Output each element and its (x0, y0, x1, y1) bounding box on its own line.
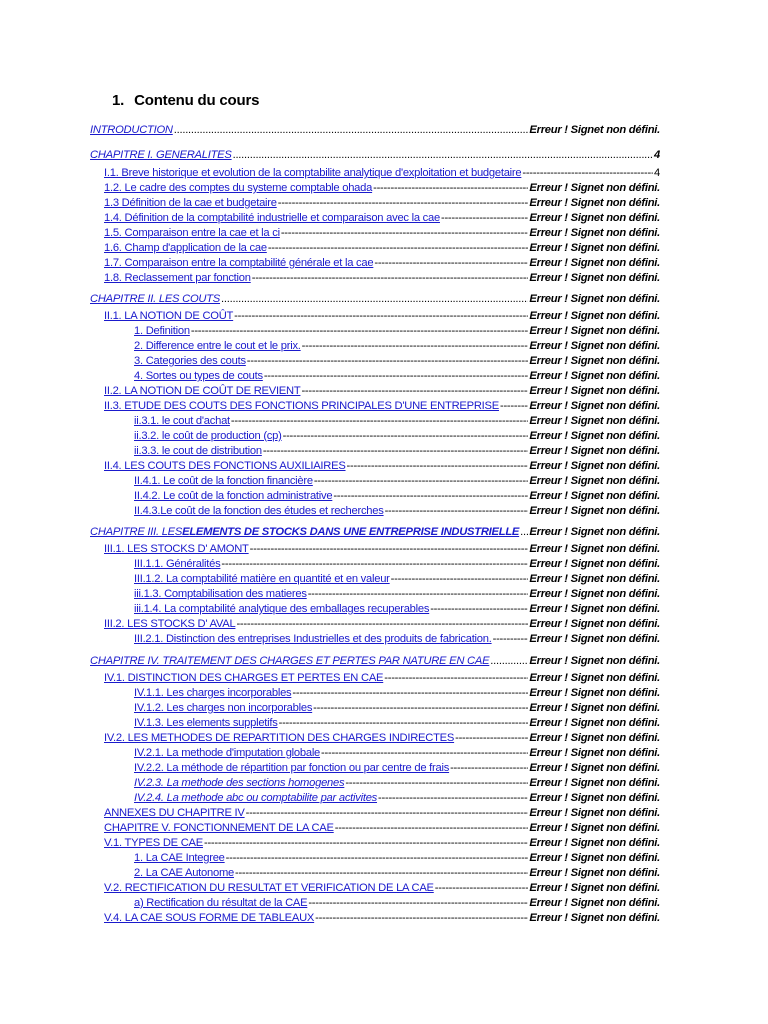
toc-page-ref: Erreur ! Signet non défini. (529, 385, 660, 397)
toc-entry[interactable] (134, 866, 660, 881)
toc-leader (455, 731, 528, 746)
toc-entry-label[interactable]: 2. La CAE Autonome (134, 867, 234, 879)
toc-entry-label[interactable]: 1. La CAE Integree (134, 852, 225, 864)
toc-page-ref: Erreur ! Signet non défini. (529, 445, 660, 457)
toc-leader (315, 911, 528, 926)
toc-leader (314, 474, 529, 489)
toc-leader (302, 339, 529, 354)
toc-page-ref: Erreur ! Signet non défini. (529, 212, 660, 224)
toc-leader (236, 617, 528, 632)
toc-entry-label[interactable]: IV.2.3. La methode des sections homogenes (134, 777, 345, 789)
toc-page-ref: Erreur ! Signet non défini. (529, 618, 660, 630)
toc-leader (378, 791, 528, 806)
toc-page-ref: Erreur ! Signet non défini. (529, 242, 660, 254)
toc-entry-label[interactable]: ANNEXES DU CHAPITRE IV (104, 807, 245, 819)
toc-page-ref: Erreur ! Signet non défini. (529, 430, 660, 442)
toc-page-ref: Erreur ! Signet non défini. (529, 837, 660, 849)
toc-entry[interactable] (134, 339, 660, 354)
toc-page-ref: Erreur ! Signet non défini. (529, 558, 660, 570)
toc-entry-label[interactable]: V.1. TYPES DE CAE (104, 837, 203, 849)
toc-page-ref: Erreur ! Signet non défini. (529, 747, 660, 759)
toc-page-ref: Erreur ! Signet non défini. (529, 588, 660, 600)
section-title: Contenu du cours (134, 92, 260, 109)
toc-page-ref: Erreur ! Signet non défini. (529, 293, 660, 305)
toc-entry-label[interactable]: CHAPITRE V. FONCTIONNEMENT DE LA CAE (104, 822, 334, 834)
toc-entry[interactable] (104, 271, 660, 286)
toc-page-ref: Erreur ! Signet non défini. (529, 852, 660, 864)
toc-leader (374, 256, 528, 271)
toc-entry[interactable] (104, 836, 660, 851)
toc-leader (191, 324, 529, 339)
toc-page-ref: 4 (654, 149, 660, 161)
toc-page-ref: Erreur ! Signet non défini. (529, 687, 660, 699)
toc-leader (221, 292, 528, 307)
toc-page-ref: Erreur ! Signet non défini. (529, 227, 660, 239)
toc-page-ref: Erreur ! Signet non défini. (529, 355, 660, 367)
toc-entry[interactable] (104, 806, 660, 821)
toc-entry-label[interactable]: II.4.2. Le coût de la fonction administrative (134, 490, 333, 502)
toc-entry[interactable] (134, 851, 660, 866)
toc-page-ref: Erreur ! Signet non défini. (529, 197, 660, 209)
toc-entry[interactable] (104, 384, 660, 399)
toc-page-ref: Erreur ! Signet non défini. (529, 310, 660, 322)
toc-page-ref: Erreur ! Signet non défini. (529, 912, 660, 924)
toc-leader (493, 632, 529, 647)
toc-leader (441, 211, 528, 226)
toc-entry[interactable] (134, 701, 660, 716)
toc-entry-label[interactable]: IV.1.2. Les charges non incorporables (134, 702, 313, 714)
section-heading (112, 92, 259, 109)
toc-page-ref: Erreur ! Signet non défini. (529, 182, 660, 194)
toc-page-ref: Erreur ! Signet non défini. (529, 505, 660, 517)
toc-page-ref: Erreur ! Signet non défini. (529, 633, 660, 645)
toc-entry[interactable] (134, 716, 660, 731)
toc-entry[interactable] (134, 444, 660, 459)
toc-leader (281, 226, 529, 241)
toc-page-ref: Erreur ! Signet non défini. (529, 867, 660, 879)
toc-page-ref: Erreur ! Signet non défini. (529, 490, 660, 502)
toc-entry-label[interactable]: III.1.2. La comptabilité matière en quantité et en valeur (134, 573, 390, 585)
toc-entry-label[interactable]: IV.2.2. La méthode de répartition par fonction ou par centre de frais (134, 762, 450, 774)
toc-page-ref: Erreur ! Signet non défini. (529, 655, 660, 667)
toc-leader (345, 776, 528, 791)
toc-entry-label[interactable]: 1.8. Reclassement par fonction (104, 272, 251, 284)
toc-entry[interactable] (134, 414, 660, 429)
toc-page-ref: Erreur ! Signet non défini. (529, 882, 660, 894)
toc-page-ref: Erreur ! Signet non défini. (529, 340, 660, 352)
toc-page-ref: Erreur ! Signet non défini. (529, 272, 660, 284)
toc-entry-label[interactable]: INTRODUCTION (90, 124, 173, 136)
toc-page-ref: Erreur ! Signet non défini. (529, 370, 660, 382)
toc-page-ref: Erreur ! Signet non défini. (529, 732, 660, 744)
toc-leader (384, 671, 528, 686)
toc-entry-label[interactable]: I.1. Breve historique et evolution de la comptabilite analytique d'exploitation et budgetaire (104, 167, 522, 179)
toc-page-ref: 4 (654, 167, 660, 179)
toc-entry-label[interactable]: 2. Difference entre le cout et le prix. (134, 340, 301, 352)
toc-entry-label[interactable]: ii.3.2. le coût de production (cp) (134, 430, 282, 442)
toc-entry[interactable] (104, 166, 660, 181)
toc-entry-label[interactable]: III.1. LES STOCKS D' AMONT (104, 543, 249, 555)
toc-leader (335, 821, 529, 836)
toc-page-ref: Erreur ! Signet non défini. (529, 777, 660, 789)
toc-leader (522, 166, 653, 181)
toc-entry[interactable] (104, 181, 660, 196)
toc-entry[interactable] (104, 821, 660, 836)
toc-entry-label[interactable]: 1.4. Définition de la comptabilité industrielle et comparaison avec la cae (104, 212, 440, 224)
toc-page-ref: Erreur ! Signet non défini. (529, 415, 660, 427)
toc-leader (174, 123, 529, 138)
toc-entry[interactable] (104, 459, 660, 474)
toc-entry[interactable] (104, 671, 660, 686)
toc-page-ref: Erreur ! Signet non défini. (529, 475, 660, 487)
toc-entry-label[interactable]: 1.7. Comparaison entre la comptabilité générale et la cae (104, 257, 374, 269)
toc-entry-label[interactable]: 1.6. Champ d'application de la cae (104, 242, 267, 254)
toc-entry[interactable] (104, 542, 660, 557)
toc-entry-label[interactable]: IV.1.3. Les elements suppletifs (134, 717, 278, 729)
toc-entry[interactable] (104, 399, 660, 414)
toc-leader (246, 806, 529, 821)
toc-entry-label[interactable]: II.1. LA NOTION DE COÛT (104, 310, 234, 322)
toc-entry-label[interactable]: III.2. LES STOCKS D' AVAL (104, 618, 236, 630)
toc-leader (279, 716, 529, 731)
toc-page-ref: Erreur ! Signet non défini. (529, 807, 660, 819)
toc-entry[interactable] (104, 226, 660, 241)
toc-page-ref: Erreur ! Signet non défini. (529, 897, 660, 909)
toc-page-ref: Erreur ! Signet non défini. (529, 672, 660, 684)
toc-leader (234, 309, 528, 324)
toc-entry-label[interactable]: 1. Definition (134, 325, 190, 337)
toc-entry[interactable] (104, 911, 660, 926)
toc-leader (435, 881, 529, 896)
toc-leader (268, 241, 529, 256)
toc-leader (233, 148, 653, 163)
toc-leader (520, 525, 528, 540)
toc-entry-label[interactable]: IV.2. LES METHODES DE REPARTITION DES CHARGES INDIRECTES (104, 732, 455, 744)
toc-page-ref: Erreur ! Signet non défini. (529, 702, 660, 714)
toc-leader (264, 369, 529, 384)
toc-leader (226, 851, 529, 866)
toc-entry-label[interactable]: IV.2.4. La methode abc ou comptabilite par activites (134, 792, 378, 804)
toc-entry-label[interactable]: ii.3.3. le cout de distribution (134, 445, 262, 457)
toc-leader (373, 181, 528, 196)
toc-leader (250, 542, 529, 557)
toc-entry-label[interactable]: iii.1.3. Comptabilisation des matieres (134, 588, 307, 600)
toc-leader (450, 761, 528, 776)
toc-entry[interactable] (104, 881, 660, 896)
toc-entry[interactable] (134, 896, 660, 911)
toc-entry[interactable] (104, 196, 660, 211)
toc-entry[interactable] (104, 241, 660, 256)
toc-entry-label[interactable]: V.2. RECTIFICATION DU RESULTAT ET VERIFICATION DE LA CAE (104, 882, 434, 894)
toc-entry[interactable] (134, 587, 660, 602)
section-number: 1. (112, 92, 125, 109)
toc-entry[interactable] (134, 632, 660, 647)
toc-entry-label[interactable]: CHAPITRE II. LES COUTS (90, 293, 221, 305)
toc-page-ref: Erreur ! Signet non défini. (529, 792, 660, 804)
toc-entry-label[interactable]: II.4.1. Le coût de la fonction financière (134, 475, 313, 487)
toc-leader (308, 587, 529, 602)
toc-page-ref: Erreur ! Signet non défini. (529, 603, 660, 615)
toc-entry[interactable] (134, 761, 660, 776)
toc-entry[interactable] (134, 602, 660, 617)
toc-leader (221, 557, 528, 572)
toc-leader (500, 399, 528, 414)
toc-entry-label[interactable]: a) Rectification du résultat de la CAE (134, 897, 308, 909)
toc-entry-label[interactable]: V.4. LA CAE SOUS FORME DE TABLEAUX (104, 912, 315, 924)
toc-entry-label[interactable]: 1.2. Le cadre des comptes du systeme comptable ohada (104, 182, 373, 194)
toc-leader (204, 836, 528, 851)
toc-entry[interactable] (134, 474, 660, 489)
toc-leader (283, 429, 529, 444)
toc-page-ref: Erreur ! Signet non défini. (529, 325, 660, 337)
toc-entry-label[interactable]: 3. Categories des couts (134, 355, 246, 367)
toc-entry[interactable] (134, 746, 660, 761)
toc-page-ref: Erreur ! Signet non défini. (529, 762, 660, 774)
toc-entry[interactable] (134, 489, 660, 504)
toc-page-ref: Erreur ! Signet non défini. (529, 400, 660, 412)
toc-leader (292, 686, 528, 701)
toc-leader (278, 196, 529, 211)
toc-leader (347, 459, 529, 474)
toc-entry-label[interactable]: ii.3.1. le cout d'achat (134, 415, 230, 427)
toc-leader (391, 572, 529, 587)
toc-entry[interactable] (104, 731, 660, 746)
toc-entry[interactable] (134, 429, 660, 444)
toc-leader (252, 271, 529, 286)
toc-entry-label[interactable]: II.4. LES COUTS DES FONCTIONS AUXILIAIRES (104, 460, 346, 472)
toc-entry[interactable] (90, 148, 660, 163)
toc-page-ref: Erreur ! Signet non défini. (529, 257, 660, 269)
toc-entry-label[interactable]: II.2. LA NOTION DE COÛT DE REVIENT (104, 385, 301, 397)
toc-leader (313, 701, 528, 716)
toc-entry-label[interactable]: CHAPITRE I. GENERALITES (90, 149, 232, 161)
toc-entry-label[interactable]: III.2.1. Distinction des entreprises Industrielles et des produits de fabrication. (134, 633, 492, 645)
toc-leader (333, 489, 528, 504)
toc-entry-label[interactable]: IV.1. DISTINCTION DES CHARGES ET PERTES EN CAE (104, 672, 384, 684)
toc-entry[interactable] (90, 292, 660, 307)
toc-entry[interactable] (134, 354, 660, 369)
toc-entry[interactable] (90, 525, 660, 540)
toc-entry-label[interactable]: CHAPITRE III. LES (90, 526, 183, 538)
toc-entry[interactable] (134, 557, 660, 572)
toc-leader (235, 866, 528, 881)
toc-leader (385, 504, 529, 519)
toc-entry[interactable] (134, 686, 660, 701)
toc-entry-label[interactable]: III.1.1. Généralités (134, 558, 221, 570)
toc-page-ref: Erreur ! Signet non défini. (529, 460, 660, 472)
toc-page-ref: Erreur ! Signet non défini. (529, 717, 660, 729)
toc-entry-label[interactable]: II.3. ETUDE DES COUTS DES FONCTIONS PRINCIPALES D'UNE ENTREPRISE (104, 400, 499, 412)
toc-leader (430, 602, 528, 617)
toc-entry-label[interactable]: II.4.3.Le coût de la fonction des études et recherches (134, 505, 384, 517)
toc-leader (490, 654, 528, 669)
toc-page-ref: Erreur ! Signet non défini. (529, 543, 660, 555)
toc-page-ref: Erreur ! Signet non défini. (529, 124, 660, 136)
toc-page-ref: Erreur ! Signet non défini. (529, 822, 660, 834)
toc-entry[interactable] (90, 654, 660, 669)
toc-entry-label[interactable]: 1.3 Définition de la cae et budgetaire (104, 197, 277, 209)
toc-entry[interactable] (134, 776, 660, 791)
toc-entry[interactable] (104, 617, 660, 632)
toc-entry-label[interactable]: 1.5. Comparaison entre la cae et la ci (104, 227, 280, 239)
toc-entry[interactable] (104, 211, 660, 226)
toc-page-ref: Erreur ! Signet non défini. (529, 573, 660, 585)
toc-entry[interactable] (134, 791, 660, 806)
toc-entry-label-emphasis[interactable]: ELEMENTS DE STOCKS DANS UNE ENTREPRISE INDUSTRIELLE (182, 526, 520, 538)
toc-entry[interactable] (134, 324, 660, 339)
toc-entry[interactable] (104, 309, 660, 324)
toc-entry[interactable] (134, 504, 660, 519)
toc-page-ref: Erreur ! Signet non défini. (529, 526, 660, 538)
toc-leader (321, 746, 528, 761)
toc-entry-label[interactable]: IV.1.1. Les charges incorporables (134, 687, 292, 699)
toc-entry[interactable] (90, 123, 660, 138)
toc-entry-label[interactable]: CHAPITRE IV. TRAITEMENT DES CHARGES ET PERTES PAR NATURE EN CAE (90, 655, 490, 667)
toc-leader (247, 354, 529, 369)
toc-entry[interactable] (134, 369, 660, 384)
toc-leader (301, 384, 528, 399)
toc-entry[interactable] (104, 256, 660, 271)
toc-entry[interactable] (134, 572, 660, 587)
toc-entry-label[interactable]: 4. Sortes ou types de couts (134, 370, 263, 382)
toc-entry-label[interactable]: IV.2.1. La methode d'imputation globale (134, 747, 321, 759)
toc-leader (308, 896, 528, 911)
toc-leader (231, 414, 528, 429)
toc-entry-label[interactable]: iii.1.4. La comptabilité analytique des emballages recuperables (134, 603, 430, 615)
toc-leader (263, 444, 529, 459)
